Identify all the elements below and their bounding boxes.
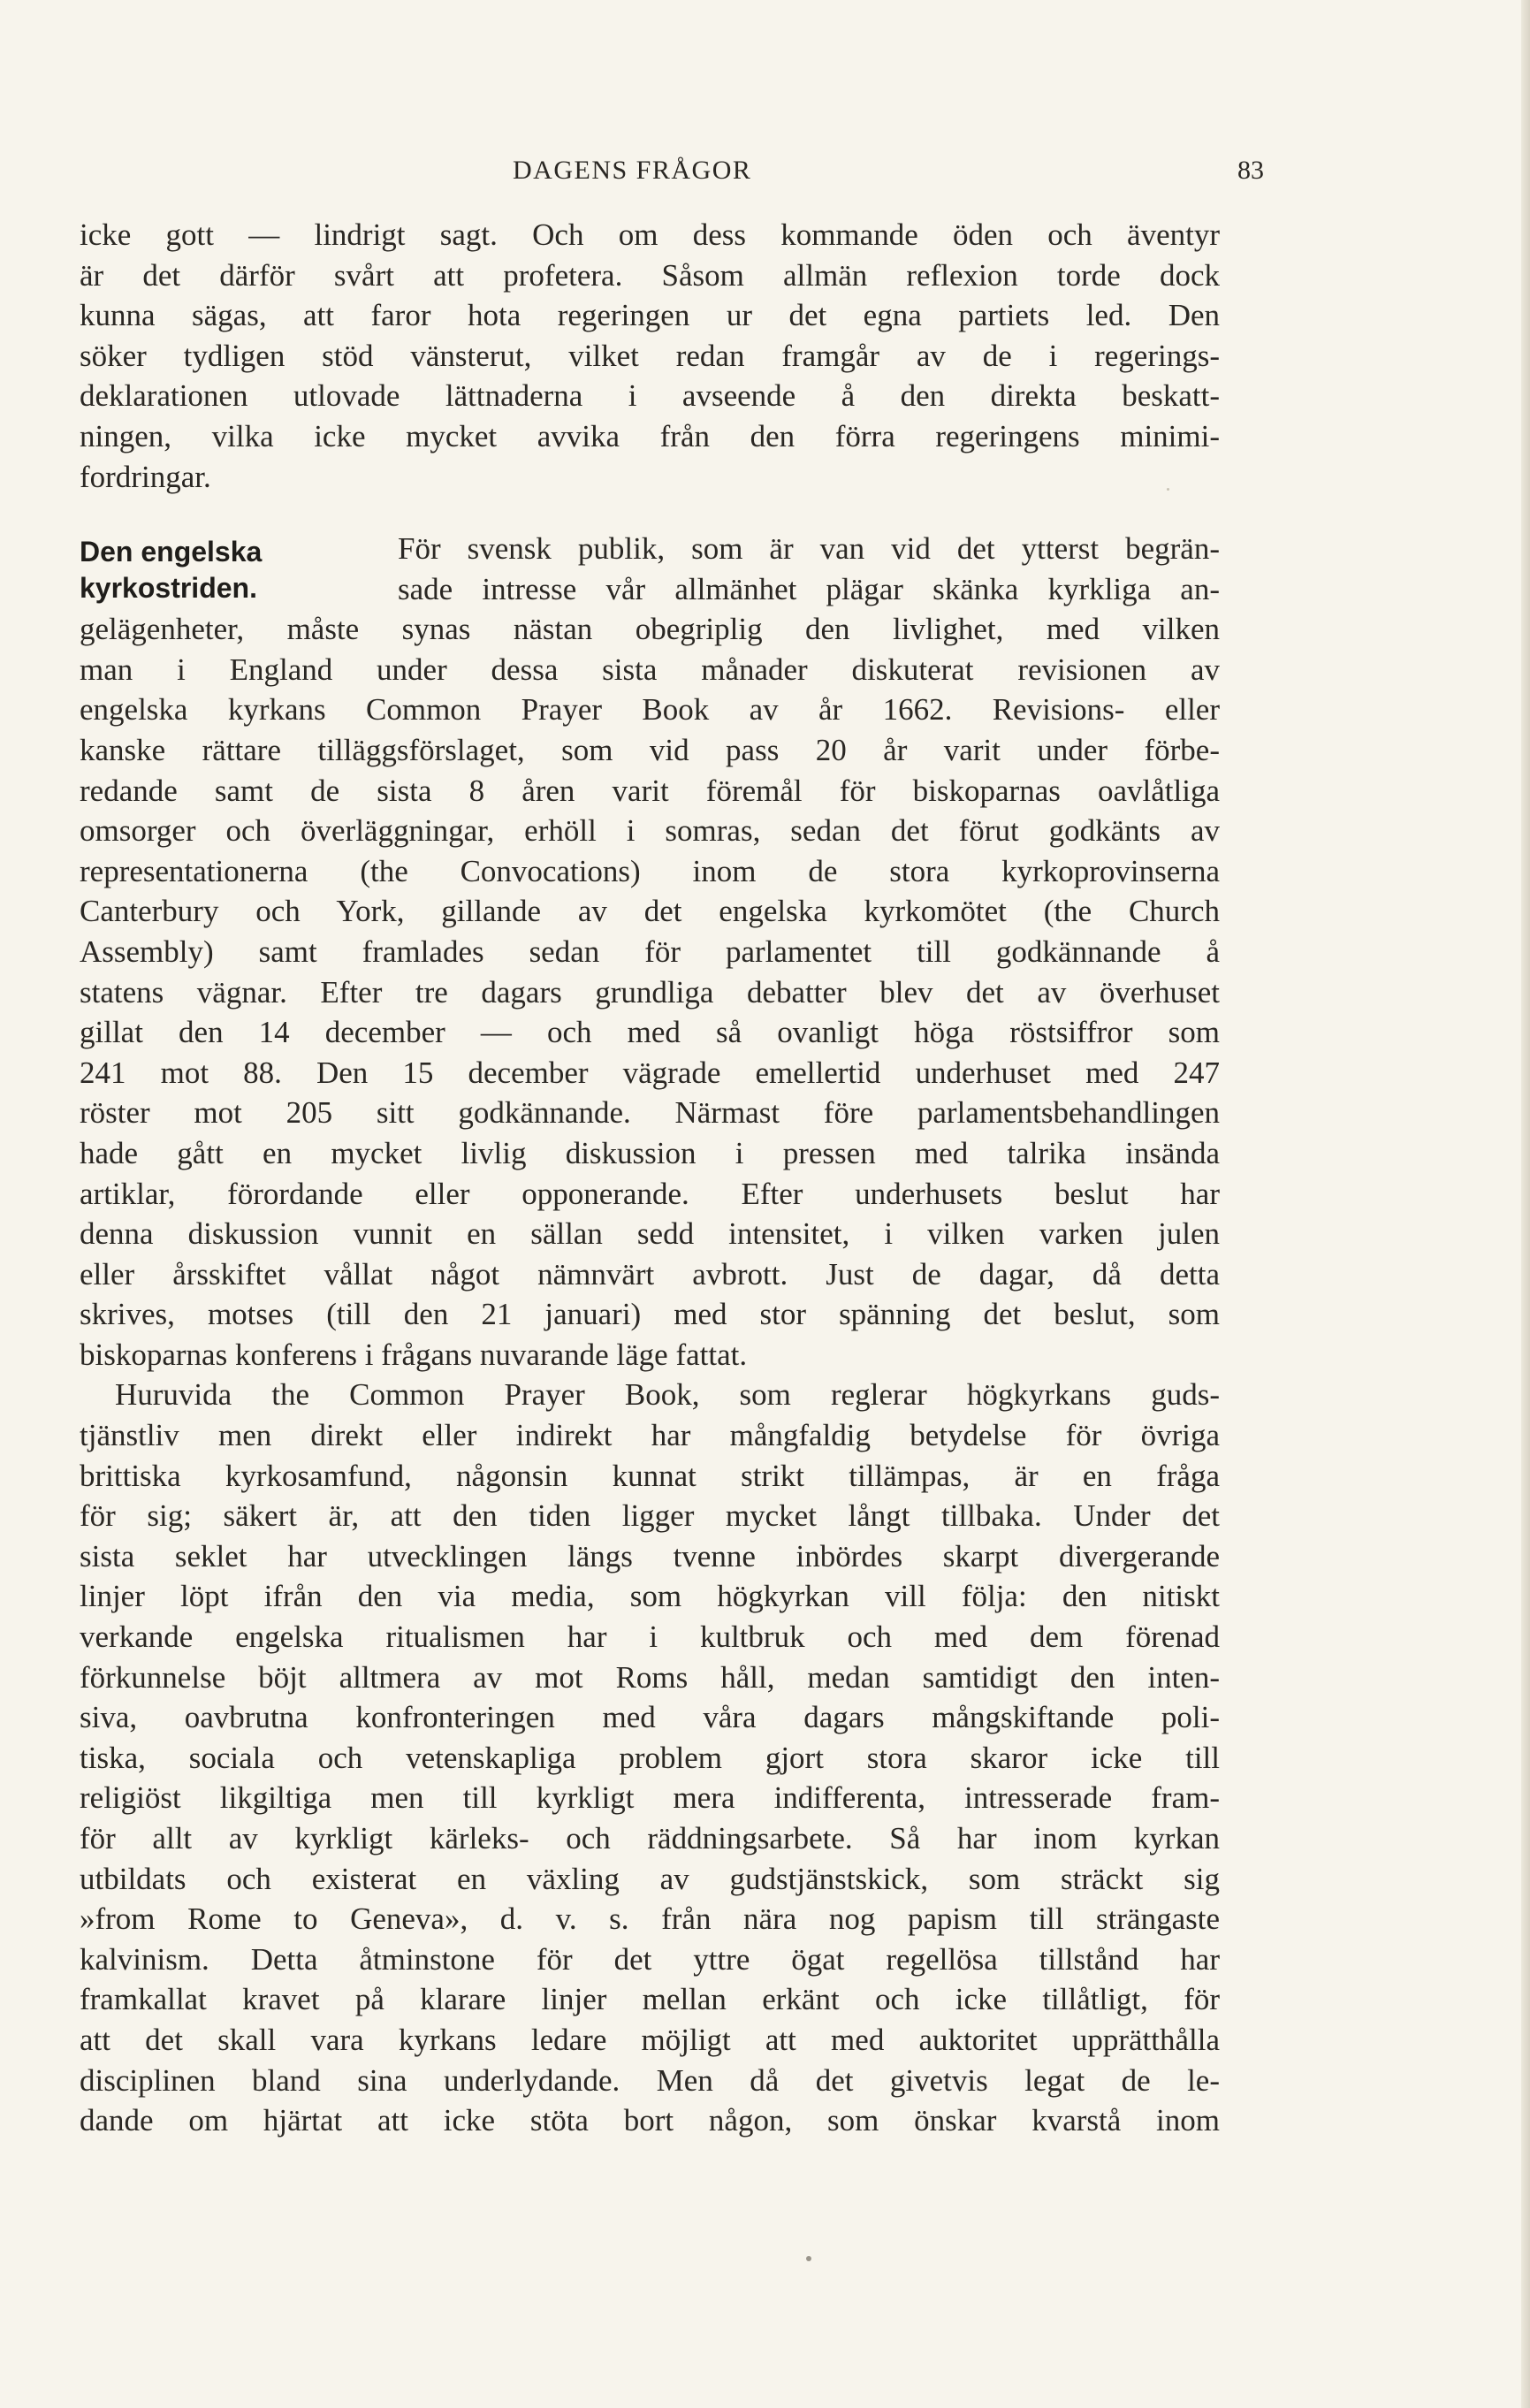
text-line: röster mot 205 sitt godkännande. Närmast före parlamentsbehandlingen (80, 1095, 1220, 1131)
text-line: linjer löpt ifrån den via media, som högkyrkan vill följa: den nitiskt (80, 1579, 1220, 1614)
text-line: verkande engelska ritualismen har i kultbruk och med dem förenad (80, 1619, 1220, 1655)
text-line: fordringar. (80, 459, 211, 494)
text-line: Canterbury och York, gillande av det engelska kyrkomötet (the Church (80, 894, 1220, 929)
text-line: hade gått en mycket livlig diskussion i pressen med talrika insända (80, 1135, 1220, 1170)
text-line: deklarationen utlovade lättnaderna i avseende å den direkta beskatt- (80, 378, 1220, 414)
text-line: förkunnelse böjt alltmera av mot Roms håll, medan samtidigt den inten- (80, 1659, 1220, 1695)
page-edge (1521, 0, 1530, 2408)
text-line: kunna sägas, att faror hota regeringen ur det egna partiets led. Den (80, 298, 1220, 333)
text-line: Assembly) samt framlades sedan för parlamentet till godkännande å (80, 933, 1220, 969)
running-header (80, 149, 1264, 193)
text-line: 241 mot 88. Den 15 december vägrade emellertid underhuset med 247 (80, 1055, 1220, 1090)
text-line: framkallat kravet på klarare linjer mellan erkänt och icke tillåtligt, för (80, 1982, 1220, 2017)
text-line: statens vägnar. Efter tre dagars grundliga debatter blev det av överhuset (80, 974, 1220, 1010)
margin-heading-line: Den engelska (80, 536, 263, 568)
text-line: är det därför svårt att profetera. Såsom allmän reflexion torde dock (80, 257, 1220, 293)
intro-paragraph (80, 215, 1220, 497)
text-line: att det skall vara kyrkans ledare möjligt att med auktoritet upprätthålla (80, 2022, 1220, 2057)
text-line: sade intresse vår allmänhet plägar skänka kyrkliga an- (398, 571, 1220, 606)
text-line: »from Rome to Geneva», d. v. s. från nära nog papism till strängaste (80, 1901, 1220, 1937)
text-line: engelska kyrkans Common Prayer Book av år 1662. Revisions- eller (80, 692, 1220, 728)
text-line: kanske rättare tilläggsförslaget, som vid pass 20 år varit under förbe- (80, 732, 1220, 767)
print-speck (806, 2256, 811, 2261)
text-line: ningen, vilka icke mycket avvika från den förra regeringens minimi- (80, 418, 1220, 453)
text-line: siva, oavbrutna konfronteringen med våra dagars mångskiftande poli- (80, 1700, 1220, 1735)
text-line: gelägenheter, måste synas nästan obegriplig den livlighet, med vilken (80, 612, 1220, 647)
margin-heading-line: kyrkostriden. (80, 572, 257, 604)
section-body (80, 529, 1220, 2141)
text-line: för sig; säkert är, att den tiden ligger mycket långt tillbaka. Under det (80, 1498, 1220, 1534)
text-line: skrives, motses (till den 21 januari) med stor spänning det beslut, som (80, 1297, 1220, 1332)
text-line: tjänstliv men direkt eller indirekt har mångfaldig betydelse för övriga (80, 1418, 1220, 1453)
print-speck (1167, 488, 1169, 491)
text-line: söker tydligen stöd vänsterut, vilket redan framgår av de i regerings- (80, 338, 1220, 373)
text-line: man i England under dessa sista månader diskuterat revisionen av (80, 652, 1220, 687)
running-title: DAGENS FRÅGOR (513, 156, 752, 185)
text-line: omsorger och överläggningar, erhöll i somras, sedan det förut godkänts av (80, 813, 1220, 849)
text-line: dande om hjärtat att icke stöta bort någon, som önskar kvarstå inom (80, 2103, 1220, 2138)
text-line: artiklar, förordande eller opponerande. Efter underhusets beslut har (80, 1176, 1220, 1211)
text-line: sista seklet har utvecklingen längs tvenne inbördes skarpt divergerande (80, 1538, 1220, 1574)
text-line: tiska, sociala och vetenskapliga problem gjort stora skaror icke till (80, 1740, 1220, 1775)
text-line: utbildats och existerat en växling av gudstjänstskick, som sträckt sig (80, 1861, 1220, 1896)
text-line: gillat den 14 december — och med så ovanligt höga röstsiffror som (80, 1015, 1220, 1050)
text-line: biskoparnas konferens i frågans nuvarande läge fattat. (80, 1337, 748, 1372)
text-line: För svensk publik, som är van vid det ytterst begrän- (398, 531, 1220, 566)
text-line: eller årsskiftet vållat något nämnvärt avbrott. Just de dagar, då detta (80, 1256, 1220, 1292)
text-line: representationerna (the Convocations) inom de stora kyrkoprovinserna (80, 853, 1220, 888)
text-line: denna diskussion vunnit en sällan sedd intensitet, i vilken varken julen (80, 1216, 1220, 1252)
text-line: för allt av kyrkligt kärleks- och räddningsarbete. Så har inom kyrkan (80, 1821, 1220, 1856)
page-number: 83 (1237, 156, 1264, 185)
text-line: kalvinism. Detta åtminstone för det yttre ögat regellösa tillstånd har (80, 1941, 1220, 1977)
text-line: disciplinen bland sina underlydande. Men då det givetvis legat de le- (80, 2062, 1220, 2098)
text-line: religiöst likgiltiga men till kyrkligt mera indifferenta, intresserade fram- (80, 1780, 1220, 1816)
text-line: brittiska kyrkosamfund, någonsin kunnat strikt tillämpas, är en fråga (80, 1458, 1220, 1493)
text-line: Huruvida the Common Prayer Book, som reglerar högkyrkans guds- (115, 1377, 1220, 1413)
text-line: redande samt de sista 8 åren varit föremål för biskoparnas oavlåtliga (80, 773, 1220, 808)
text-line: icke gott — lindrigt sagt. Och om dess kommande öden och äventyr (80, 217, 1220, 252)
